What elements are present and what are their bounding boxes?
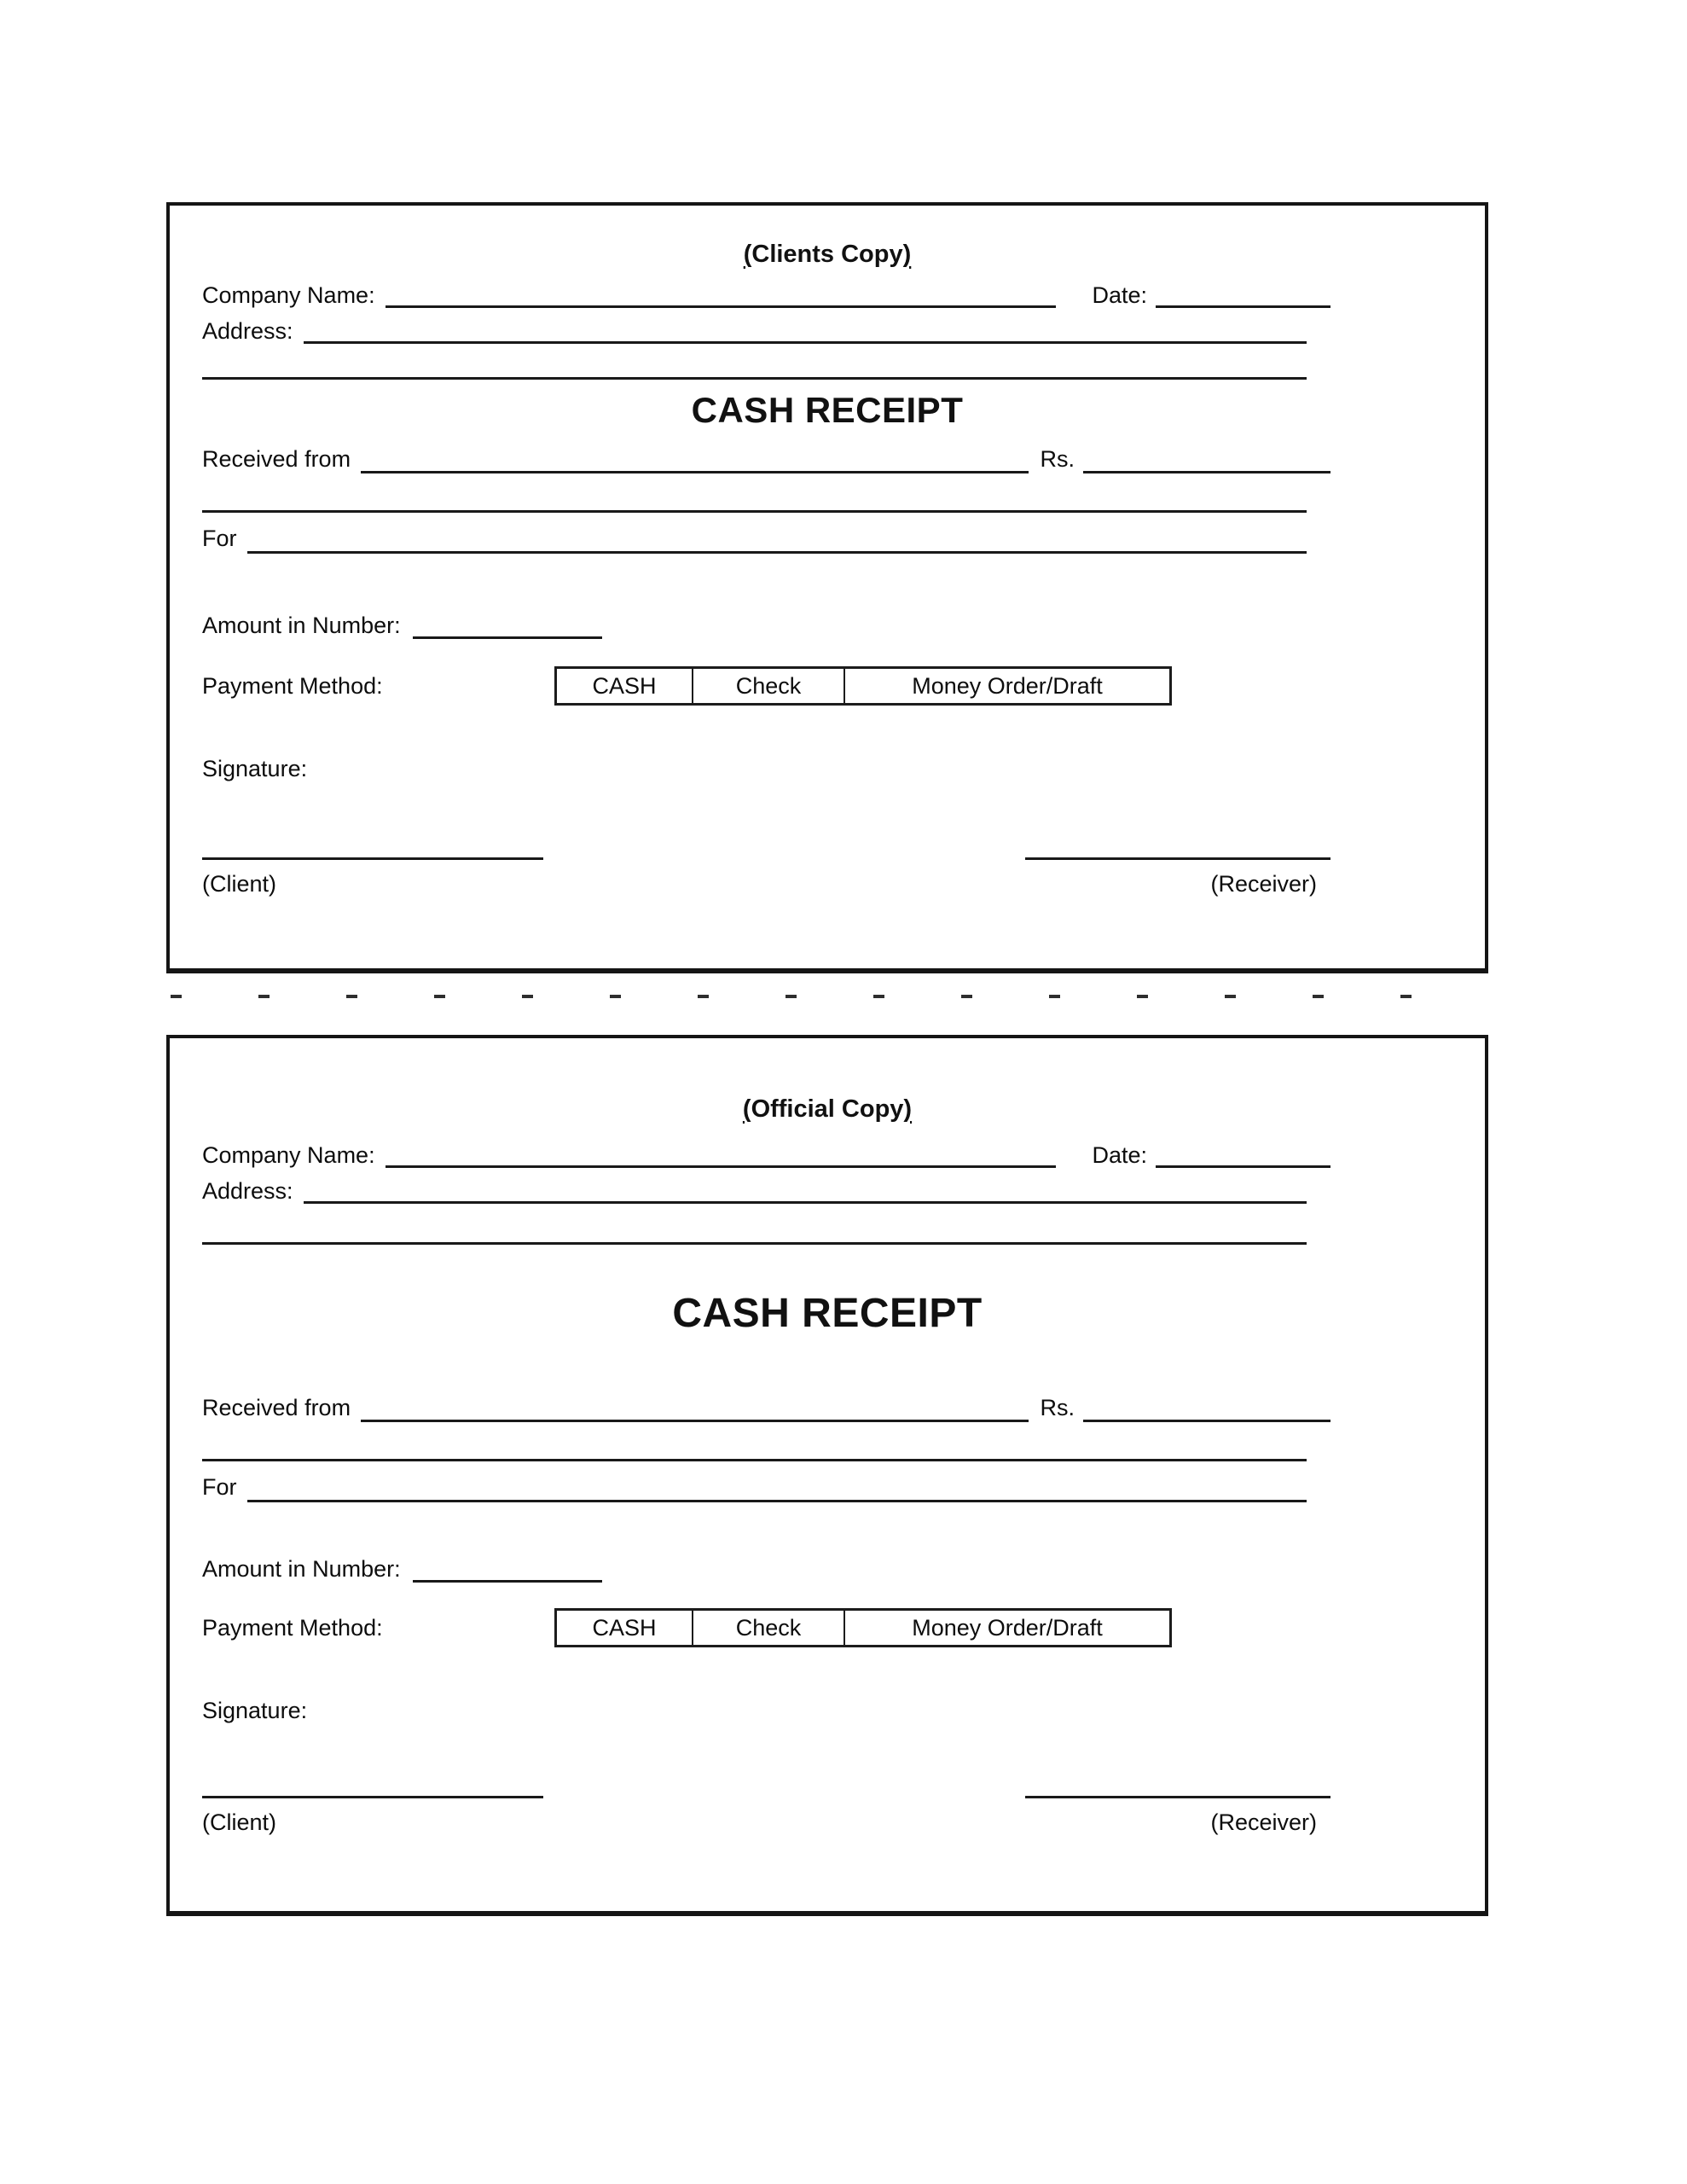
for-row <box>202 1468 1330 1506</box>
perforation-divider <box>171 995 1417 998</box>
client-signature-line[interactable] <box>202 1796 543 1798</box>
rs-label: Rs. <box>1040 1395 1075 1420</box>
client-label: (Client) <box>202 1809 277 1835</box>
address-line[interactable] <box>304 341 1307 344</box>
address-row <box>202 315 1330 347</box>
receiver-label: (Receiver) <box>1210 871 1317 897</box>
address-continuation-row <box>202 1207 1330 1248</box>
received-continuation-line[interactable] <box>202 510 1307 513</box>
address-label: Address: <box>202 1178 293 1204</box>
copy-label-open-paren: ( <box>743 241 752 268</box>
amount-row <box>202 1552 1330 1586</box>
signature-label: Signature: <box>202 756 308 781</box>
for-row <box>202 520 1330 557</box>
address-continuation-line[interactable] <box>202 1242 1307 1245</box>
company-name-label: Company Name: <box>202 282 375 308</box>
rs-amount-line[interactable] <box>1083 1420 1330 1422</box>
amount-row <box>202 608 1330 642</box>
payment-method-row <box>202 1608 1330 1647</box>
signature-names-row <box>202 868 1330 900</box>
company-name-line[interactable] <box>386 1165 1057 1168</box>
signature-lines-row <box>202 857 1330 861</box>
received-from-line[interactable] <box>361 1420 1028 1422</box>
address-continuation-row <box>202 347 1330 383</box>
copy-label-text: Clients Copy <box>751 241 903 268</box>
receipt-official-copy <box>166 1035 1488 1916</box>
company-name-line[interactable] <box>386 305 1057 308</box>
address-label: Address: <box>202 318 293 344</box>
received-from-label: Received from <box>202 1395 351 1420</box>
payment-option-money-order-draft[interactable]: Money Order/Draft <box>912 1615 1103 1641</box>
signature-label: Signature: <box>202 1698 308 1723</box>
date-line[interactable] <box>1156 1165 1330 1168</box>
signature-names-row <box>202 1806 1330 1838</box>
receiver-signature-line[interactable] <box>1025 857 1330 860</box>
amount-in-number-line[interactable] <box>413 1580 602 1583</box>
rs-label: Rs. <box>1040 446 1075 472</box>
payment-option-check[interactable]: Check <box>693 669 845 703</box>
received-continuation-row <box>202 1426 1330 1465</box>
received-from-row <box>202 441 1330 477</box>
signature-row <box>202 753 1330 784</box>
amount-in-number-label: Amount in Number: <box>202 613 401 638</box>
copy-label-open-paren: ( <box>742 1095 751 1123</box>
client-label: (Client) <box>202 871 277 897</box>
for-label: For <box>202 1474 237 1500</box>
address-row <box>202 1175 1330 1207</box>
copy-label-close-paren: ) <box>902 241 912 268</box>
receipt-content <box>170 206 1485 900</box>
rs-amount-line[interactable] <box>1083 471 1330 473</box>
payment-option-cash[interactable]: CASH <box>557 669 693 703</box>
date-line[interactable] <box>1156 305 1330 308</box>
address-line[interactable] <box>304 1201 1307 1204</box>
received-from-label: Received from <box>202 446 351 472</box>
received-continuation-line[interactable] <box>202 1459 1307 1461</box>
company-name-label: Company Name: <box>202 1142 375 1168</box>
copy-label <box>202 240 1452 269</box>
received-continuation-row <box>202 477 1330 516</box>
payment-method-row <box>202 666 1330 706</box>
receipt-clients-copy <box>166 202 1488 973</box>
payment-method-label: Payment Method: <box>202 1615 383 1641</box>
payment-option-check[interactable]: Check <box>693 1611 845 1645</box>
receipt-title: CASH RECEIPT <box>672 1291 983 1336</box>
copy-label-close-paren: ) <box>903 1095 913 1123</box>
receiver-label: (Receiver) <box>1210 1809 1317 1835</box>
copy-label-text: Official Copy <box>751 1095 904 1123</box>
received-from-line[interactable] <box>361 471 1028 473</box>
amount-in-number-label: Amount in Number: <box>202 1556 401 1582</box>
payment-method-label: Payment Method: <box>202 673 383 699</box>
receipt-title: CASH RECEIPT <box>691 390 964 430</box>
copy-label <box>202 1095 1452 1124</box>
for-line[interactable] <box>247 551 1307 554</box>
company-date-row <box>202 1139 1330 1171</box>
signature-lines-row <box>202 1796 1330 1799</box>
address-continuation-line[interactable] <box>202 377 1307 380</box>
payment-options-table <box>554 1608 1172 1647</box>
date-label: Date: <box>1092 1142 1147 1168</box>
receipt-content <box>170 1038 1485 1838</box>
received-from-row <box>202 1390 1330 1426</box>
company-date-row <box>202 279 1330 311</box>
date-label: Date: <box>1092 282 1147 308</box>
payment-option-money-order-draft[interactable]: Money Order/Draft <box>912 673 1103 699</box>
amount-in-number-line[interactable] <box>413 636 602 639</box>
payment-options-table <box>554 666 1172 706</box>
for-label: For <box>202 526 237 551</box>
payment-option-cash[interactable]: CASH <box>557 1611 693 1645</box>
receiver-signature-line[interactable] <box>1025 1796 1330 1798</box>
client-signature-line[interactable] <box>202 857 543 860</box>
for-line[interactable] <box>247 1500 1307 1502</box>
signature-row <box>202 1695 1330 1726</box>
